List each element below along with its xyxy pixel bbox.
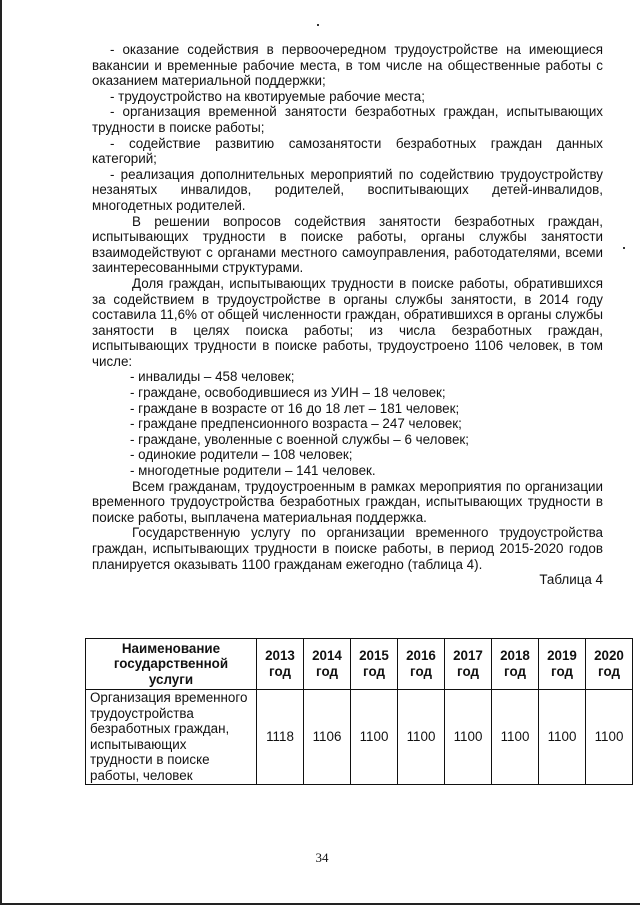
year-label: 2016 xyxy=(406,648,436,664)
paragraph: Государственную услугу по организации временного трудоустройства граждан, испытывающих трудности в поиске работы, в период 2015-2020 годов планируется оказывать 1100 гражданам ежегодно (таблица 4). xyxy=(92,525,603,572)
year-unit: год xyxy=(504,664,526,679)
header-year xyxy=(304,639,351,690)
list-item: - инвалиды – 458 человек; xyxy=(130,369,295,385)
paragraph: - содействие развитию самозанятости безработных граждан данных категорий; xyxy=(92,135,603,167)
service-name-cell: Организация временного трудоустройства безработных граждан, испытывающих трудности в поиске работы, человек xyxy=(86,690,257,785)
scan-speck xyxy=(623,247,625,249)
table-row xyxy=(86,690,633,785)
value-cell: 1100 xyxy=(539,690,586,785)
header-year xyxy=(539,639,586,690)
year-unit: год xyxy=(598,664,620,679)
paragraph: - трудоустройство на квотируемые рабочие места; xyxy=(110,88,425,104)
year-unit: год xyxy=(316,664,338,679)
value-cell: 1100 xyxy=(398,690,445,785)
year-label: 2018 xyxy=(500,648,530,664)
services-table xyxy=(85,638,633,785)
paragraph: - организация временной занятости безработных граждан, испытывающих трудности в поиске работы; xyxy=(92,104,603,135)
year-unit: год xyxy=(363,664,385,679)
value-cell: 1100 xyxy=(351,690,398,785)
list-item: - граждане предпенсионного возраста – 247 человек; xyxy=(130,416,462,432)
list-item: - граждане в возрасте от 16 до 18 лет – 181 человек; xyxy=(130,400,460,416)
header-year xyxy=(398,639,445,690)
year-label: 2014 xyxy=(312,648,342,664)
year-unit: год xyxy=(457,664,479,679)
list-item: - граждане, уволенные с военной службы – 6 человек; xyxy=(130,431,470,447)
year-unit: год xyxy=(551,664,573,679)
value-cell: 1100 xyxy=(586,690,633,785)
header-service-name: Наименование государственной услуги xyxy=(86,639,257,690)
year-unit: год xyxy=(410,664,432,679)
year-label: 2015 xyxy=(359,648,389,664)
header-year xyxy=(586,639,633,690)
paragraph: Всем гражданам, трудоустроенным в рамках мероприятия по организации временного трудоустройства безработных граждан, испытывающих трудности в поиске работы, выплачена материальная поддержка. xyxy=(92,478,603,525)
value-cell: 1118 xyxy=(257,690,304,785)
value-cell: 1106 xyxy=(304,690,351,785)
list-item: - граждане, освободившиеся из УИН – 18 человек; xyxy=(130,385,446,401)
year-label: 2020 xyxy=(594,648,624,664)
year-label: 2019 xyxy=(547,648,577,664)
year-unit: год xyxy=(269,664,291,679)
year-label: 2017 xyxy=(453,648,483,664)
paragraph: - оказание содействия в первоочередном трудоустройстве на имеющиеся вакансии и временные рабочие места, в том числе на общественные работы с оказанием материальной поддержки; xyxy=(92,42,603,89)
list-item: - многодетные родители – 141 человек. xyxy=(130,463,376,479)
value-cell: 1100 xyxy=(492,690,539,785)
header-year xyxy=(257,639,304,690)
table-header-row xyxy=(86,639,633,690)
list-item: - одинокие родители – 108 человек; xyxy=(130,447,353,463)
table-caption: Таблица 4 xyxy=(539,572,603,588)
header-year xyxy=(445,639,492,690)
body-text xyxy=(92,42,603,588)
paragraph: В решении вопросов содействия занятости безработных граждан, испытывающих трудности в поиске работы, органы службы занятости взаимодействуют с органами местного самоуправления, работодателями, всеми заинтересованными структурами. xyxy=(92,213,603,276)
value-cell: 1100 xyxy=(445,690,492,785)
paragraph: - реализация дополнительных мероприятий по содействию трудоустройству незанятых инвалидов, родителей, воспитывающих детей-инвалидов, многодетных родителей. xyxy=(92,166,603,213)
year-label: 2013 xyxy=(265,648,295,664)
header-year xyxy=(492,639,539,690)
scan-speck xyxy=(317,24,319,26)
page-number: 34 xyxy=(315,850,329,865)
header-year xyxy=(351,639,398,690)
paragraph: Доля граждан, испытывающих трудности в поиске работы, обратившихся за содействием в трудоустройстве в органы службы занятости, в 2014 году составила 11,6% от общей численности граждан, обратившихся в органы службы занятости в целях поиска работы; из числа безработных граждан, испытывающих трудности в поиске работы, трудоустроено 1106 человек, в том числе: xyxy=(92,275,603,369)
